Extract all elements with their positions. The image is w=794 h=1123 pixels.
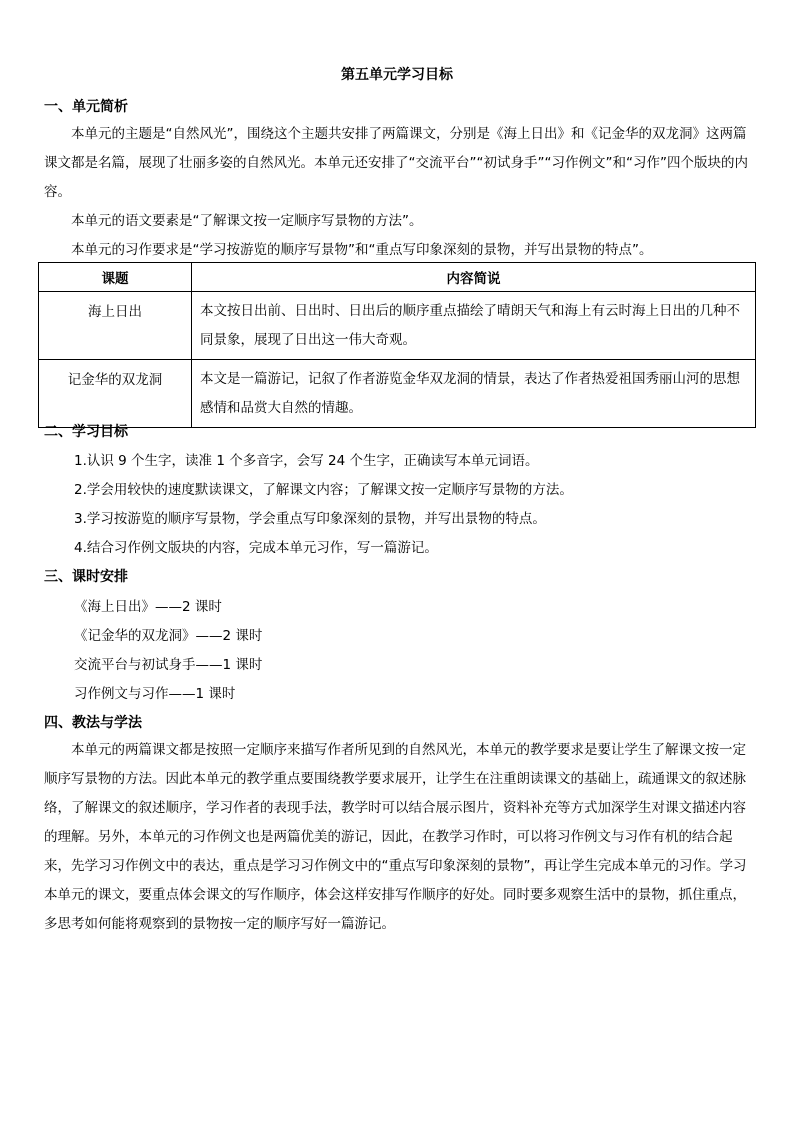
- table-header-summary: 内容简说: [192, 263, 756, 292]
- objective-item: 4.结合习作例文版块的内容，完成本单元习作，写一篇游记。: [74, 540, 438, 556]
- schedule-item: 习作例文与习作——1 课时: [74, 686, 236, 702]
- analysis-paragraph-1: 本单元的主题是“自然风光”，围绕这个主题共安排了两篇课文，分别是《海上日出》和《记金华的双龙洞》这两篇课文都是名篇，展现了壮丽多姿的自然风光。本单元还安排了“交流平台”“初试身手”“习作例文”和“习作”四个版块的内容。: [44, 126, 748, 200]
- objective-item: 2.学会用较快的速度默读课文，了解课文内容；了解课文按一定顺序写景物的方法。: [74, 482, 573, 498]
- analysis-paragraph-2: 本单元的语文要素是“了解课文按一定顺序写景物的方法”。: [71, 213, 423, 229]
- section-heading-analysis: 一、单元简析: [44, 99, 128, 115]
- section-heading-objectives: 二、学习目标: [44, 424, 128, 440]
- analysis-paragraph-3: 本单元的习作要求是“学习按游览的顺序写景物”和“重点写印象深刻的景物，并写出景物的特点”。: [71, 242, 653, 258]
- objective-item: 1.认识 9 个生字，读准 1 个多音字，会写 24 个生字，正确读写本单元词语。: [74, 453, 539, 469]
- table-header-lesson: 课题: [39, 263, 192, 292]
- schedule-item: 《记金华的双龙洞》——2 课时: [74, 628, 263, 644]
- table-cell-lesson: 海上日出: [39, 292, 192, 360]
- section-heading-methods: 四、教法与学法: [44, 715, 142, 731]
- schedule-item: 《海上日出》——2 课时: [74, 599, 222, 615]
- table-row: [39, 360, 756, 428]
- methods-paragraph: 本单元的两篇课文都是按照一定顺序来描写作者所见到的自然风光，本单元的教学要求是要让学生了解课文按一定顺序写景物的方法。因此本单元的教学重点要围绕教学要求展开，让学生在注重朗读课文的基础上，疏通课文的叙述脉络，了解课文的叙述顺序，学习作者的表现手法，教学时可以结合展示图片，资料补充等方式加深学生对课文描述内容的理解。另外，本单元的习作例文也是两篇优美的游记，因此，在教学习作时，可以将习作例文与习作有机的结合起来，先学习习作例文中的表达，重点是学习习作例文中的“重点写印象深刻的景物”，再让学生完成本单元的习作。学习本单元的课文，要重点体会课文的写作顺序，体会这样安排写作顺序的好处。同时要多观察生活中的景物，抓住重点，多思考如何能将观察到的景物按一定的顺序写好一篇游记。: [44, 742, 747, 932]
- table-cell-summary: 本文按日出前、日出时、日出后的顺序重点描绘了晴朗天气和海上有云时海上日出的几种不同景象，展现了日出这一伟大奇观。: [192, 292, 756, 360]
- schedule-item: 交流平台与初试身手——1 课时: [74, 657, 263, 673]
- table-cell-summary: 本文是一篇游记，记叙了作者游览金华双龙洞的情景，表达了作者热爱祖国秀丽山河的思想感情和品赏大自然的情趣。: [192, 360, 756, 428]
- table-row: [39, 292, 756, 360]
- section-heading-schedule: 三、课时安排: [44, 569, 128, 585]
- objective-item: 3.学习按游览的顺序写景物，学会重点写印象深刻的景物，并写出景物的特点。: [74, 511, 546, 527]
- lesson-table: [38, 262, 756, 428]
- page-title: 第五单元学习目标: [341, 67, 453, 83]
- table-cell-lesson: 记金华的双龙洞: [39, 360, 192, 428]
